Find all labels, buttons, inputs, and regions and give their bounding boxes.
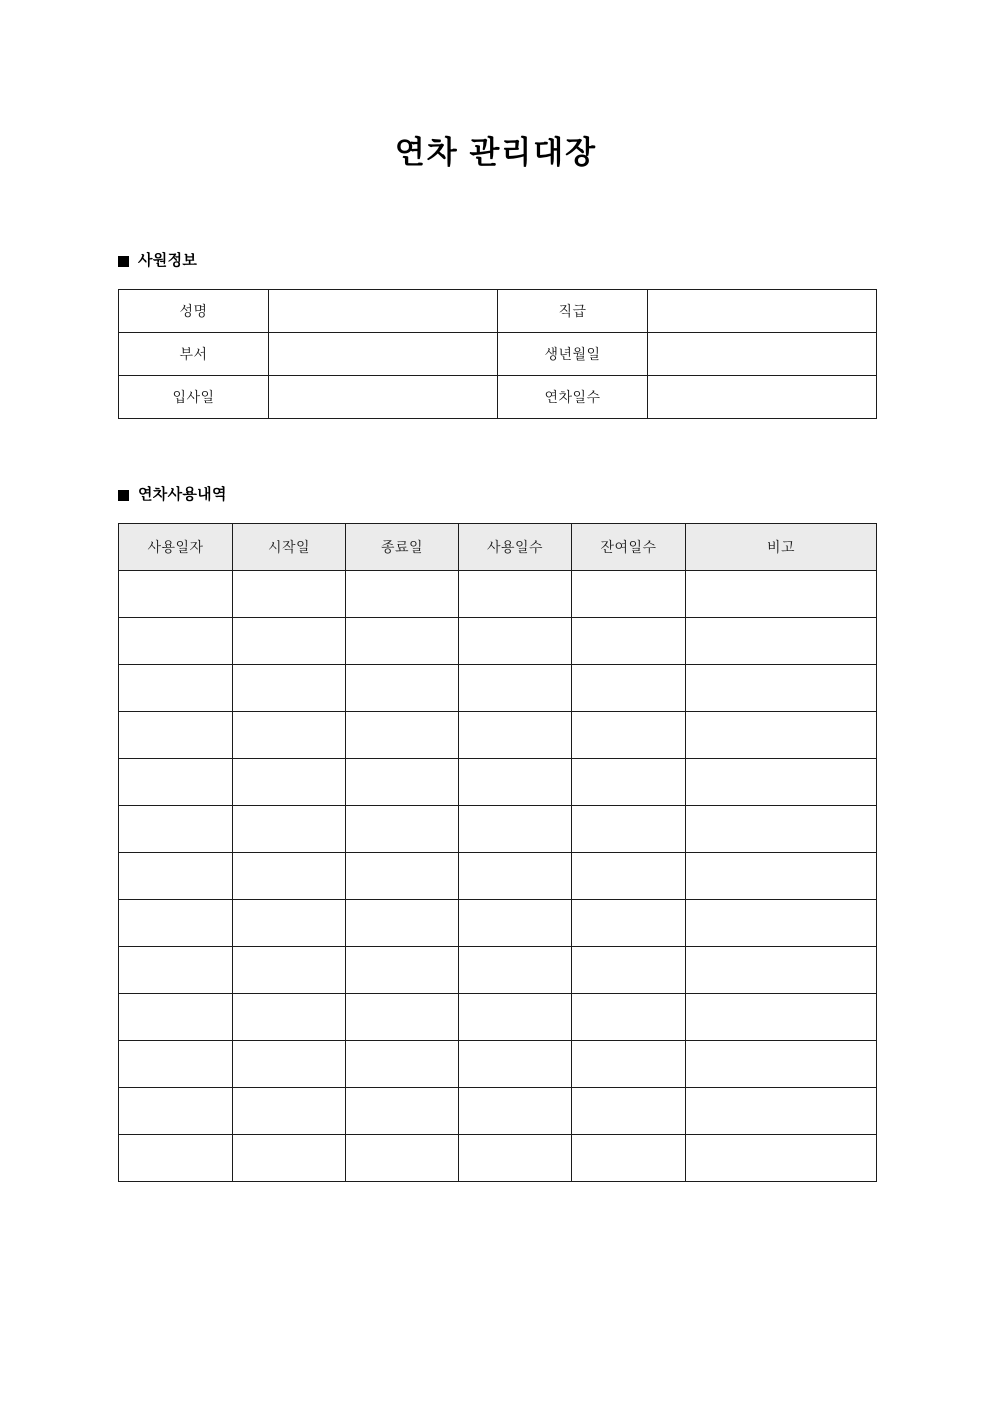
leave-usage-cell[interactable] bbox=[346, 806, 459, 853]
leave-usage-cell[interactable] bbox=[346, 759, 459, 806]
leave-usage-cell[interactable] bbox=[233, 853, 346, 900]
leave-usage-cell[interactable] bbox=[119, 571, 233, 618]
leave-usage-cell[interactable] bbox=[119, 712, 233, 759]
leave-usage-cell[interactable] bbox=[346, 1135, 459, 1182]
table-row bbox=[119, 333, 877, 376]
table-row bbox=[119, 1135, 877, 1182]
leave-usage-cell[interactable] bbox=[459, 994, 572, 1041]
leave-usage-cell[interactable] bbox=[686, 947, 877, 994]
leave-usage-cell[interactable] bbox=[686, 806, 877, 853]
leave-usage-cell[interactable] bbox=[459, 571, 572, 618]
column-header-use-date: 사용일자 bbox=[119, 524, 233, 571]
leave-usage-cell[interactable] bbox=[119, 853, 233, 900]
leave-usage-cell[interactable] bbox=[233, 806, 346, 853]
table-row bbox=[119, 994, 877, 1041]
section-heading-leave-usage bbox=[118, 485, 227, 505]
leave-usage-cell[interactable] bbox=[233, 1135, 346, 1182]
employee-info-value-leave-days[interactable] bbox=[648, 376, 877, 419]
leave-usage-cell[interactable] bbox=[459, 618, 572, 665]
leave-usage-cell[interactable] bbox=[572, 1041, 686, 1088]
leave-usage-cell[interactable] bbox=[233, 571, 346, 618]
column-header-days-used: 사용일수 bbox=[459, 524, 572, 571]
leave-usage-cell[interactable] bbox=[346, 618, 459, 665]
table-row bbox=[119, 665, 877, 712]
employee-info-label: 성명 bbox=[119, 290, 269, 333]
leave-usage-cell[interactable] bbox=[233, 712, 346, 759]
table-row bbox=[119, 1088, 877, 1135]
leave-usage-cell[interactable] bbox=[346, 571, 459, 618]
leave-usage-cell[interactable] bbox=[686, 994, 877, 1041]
leave-usage-cell[interactable] bbox=[119, 618, 233, 665]
employee-info-value-name[interactable] bbox=[269, 290, 498, 333]
leave-usage-cell[interactable] bbox=[686, 712, 877, 759]
table-row bbox=[119, 947, 877, 994]
leave-usage-cell[interactable] bbox=[233, 618, 346, 665]
table-row bbox=[119, 712, 877, 759]
leave-usage-cell[interactable] bbox=[346, 994, 459, 1041]
leave-usage-cell[interactable] bbox=[459, 1135, 572, 1182]
leave-usage-cell[interactable] bbox=[686, 665, 877, 712]
employee-info-table bbox=[118, 289, 877, 419]
column-header-end-date: 종료일 bbox=[346, 524, 459, 571]
leave-usage-cell[interactable] bbox=[686, 1041, 877, 1088]
leave-usage-cell[interactable] bbox=[233, 994, 346, 1041]
employee-info-value-birthdate[interactable] bbox=[648, 333, 877, 376]
leave-usage-cell[interactable] bbox=[572, 994, 686, 1041]
leave-usage-cell[interactable] bbox=[572, 1135, 686, 1182]
filled-square-icon bbox=[118, 256, 129, 267]
leave-usage-cell[interactable] bbox=[459, 1088, 572, 1135]
leave-usage-cell[interactable] bbox=[572, 947, 686, 994]
leave-usage-cell[interactable] bbox=[459, 712, 572, 759]
table-row bbox=[119, 1041, 877, 1088]
leave-usage-cell[interactable] bbox=[459, 900, 572, 947]
leave-usage-cell[interactable] bbox=[572, 665, 686, 712]
employee-info-value-position[interactable] bbox=[648, 290, 877, 333]
leave-usage-cell[interactable] bbox=[459, 1041, 572, 1088]
table-row bbox=[119, 618, 877, 665]
leave-usage-cell[interactable] bbox=[572, 618, 686, 665]
leave-usage-cell[interactable] bbox=[233, 947, 346, 994]
employee-info-label: 입사일 bbox=[119, 376, 269, 419]
leave-usage-cell[interactable] bbox=[233, 759, 346, 806]
employee-info-label: 부서 bbox=[119, 333, 269, 376]
leave-usage-cell[interactable] bbox=[233, 1041, 346, 1088]
table-row bbox=[119, 290, 877, 333]
leave-usage-cell[interactable] bbox=[346, 665, 459, 712]
leave-usage-cell[interactable] bbox=[459, 806, 572, 853]
leave-usage-cell[interactable] bbox=[346, 1041, 459, 1088]
leave-usage-cell[interactable] bbox=[686, 759, 877, 806]
leave-usage-cell[interactable] bbox=[686, 900, 877, 947]
leave-usage-cell[interactable] bbox=[459, 665, 572, 712]
table-row bbox=[119, 376, 877, 419]
leave-usage-cell[interactable] bbox=[346, 947, 459, 994]
table-row bbox=[119, 853, 877, 900]
leave-usage-cell[interactable] bbox=[346, 900, 459, 947]
leave-usage-cell[interactable] bbox=[119, 1041, 233, 1088]
leave-usage-cell[interactable] bbox=[233, 900, 346, 947]
leave-usage-cell[interactable] bbox=[686, 618, 877, 665]
leave-usage-cell[interactable] bbox=[233, 1088, 346, 1135]
leave-usage-cell[interactable] bbox=[572, 900, 686, 947]
leave-usage-cell[interactable] bbox=[233, 665, 346, 712]
employee-info-value-hire-date[interactable] bbox=[269, 376, 498, 419]
leave-usage-cell[interactable] bbox=[686, 571, 877, 618]
leave-usage-cell[interactable] bbox=[119, 1088, 233, 1135]
leave-usage-cell[interactable] bbox=[119, 806, 233, 853]
leave-usage-cell[interactable] bbox=[346, 712, 459, 759]
leave-usage-table bbox=[118, 523, 877, 1182]
leave-usage-cell[interactable] bbox=[119, 900, 233, 947]
table-header-row bbox=[119, 524, 877, 571]
table-row bbox=[119, 806, 877, 853]
leave-usage-cell[interactable] bbox=[119, 665, 233, 712]
leave-usage-cell[interactable] bbox=[119, 759, 233, 806]
leave-usage-cell[interactable] bbox=[686, 1135, 877, 1182]
table-row bbox=[119, 571, 877, 618]
section-heading-employee-info bbox=[118, 251, 197, 271]
leave-usage-cell[interactable] bbox=[459, 947, 572, 994]
table-row bbox=[119, 759, 877, 806]
leave-usage-cell[interactable] bbox=[459, 853, 572, 900]
employee-info-value-department[interactable] bbox=[269, 333, 498, 376]
column-header-days-remaining: 잔여일수 bbox=[572, 524, 686, 571]
employee-info-label: 연차일수 bbox=[498, 376, 648, 419]
filled-square-icon bbox=[118, 490, 129, 501]
leave-usage-cell[interactable] bbox=[572, 571, 686, 618]
leave-usage-cell[interactable] bbox=[119, 947, 233, 994]
section-heading-label: 연차사용내역 bbox=[138, 486, 227, 503]
leave-usage-cell[interactable] bbox=[572, 853, 686, 900]
column-header-start-date: 시작일 bbox=[233, 524, 346, 571]
section-heading-label: 사원정보 bbox=[138, 252, 198, 269]
leave-usage-cell[interactable] bbox=[346, 1088, 459, 1135]
employee-info-label: 직급 bbox=[498, 290, 648, 333]
leave-usage-cell[interactable] bbox=[686, 1088, 877, 1135]
leave-usage-cell[interactable] bbox=[346, 853, 459, 900]
leave-usage-cell[interactable] bbox=[686, 853, 877, 900]
leave-usage-cell[interactable] bbox=[119, 994, 233, 1041]
leave-usage-cell[interactable] bbox=[119, 1135, 233, 1182]
leave-usage-cell[interactable] bbox=[572, 759, 686, 806]
leave-usage-cell[interactable] bbox=[572, 1088, 686, 1135]
leave-usage-cell[interactable] bbox=[572, 712, 686, 759]
page-title: 연차 관리대장 bbox=[394, 135, 598, 170]
column-header-remarks: 비고 bbox=[686, 524, 877, 571]
leave-usage-cell[interactable] bbox=[572, 806, 686, 853]
table-row bbox=[119, 900, 877, 947]
employee-info-label: 생년월일 bbox=[498, 333, 648, 376]
leave-usage-cell[interactable] bbox=[459, 759, 572, 806]
